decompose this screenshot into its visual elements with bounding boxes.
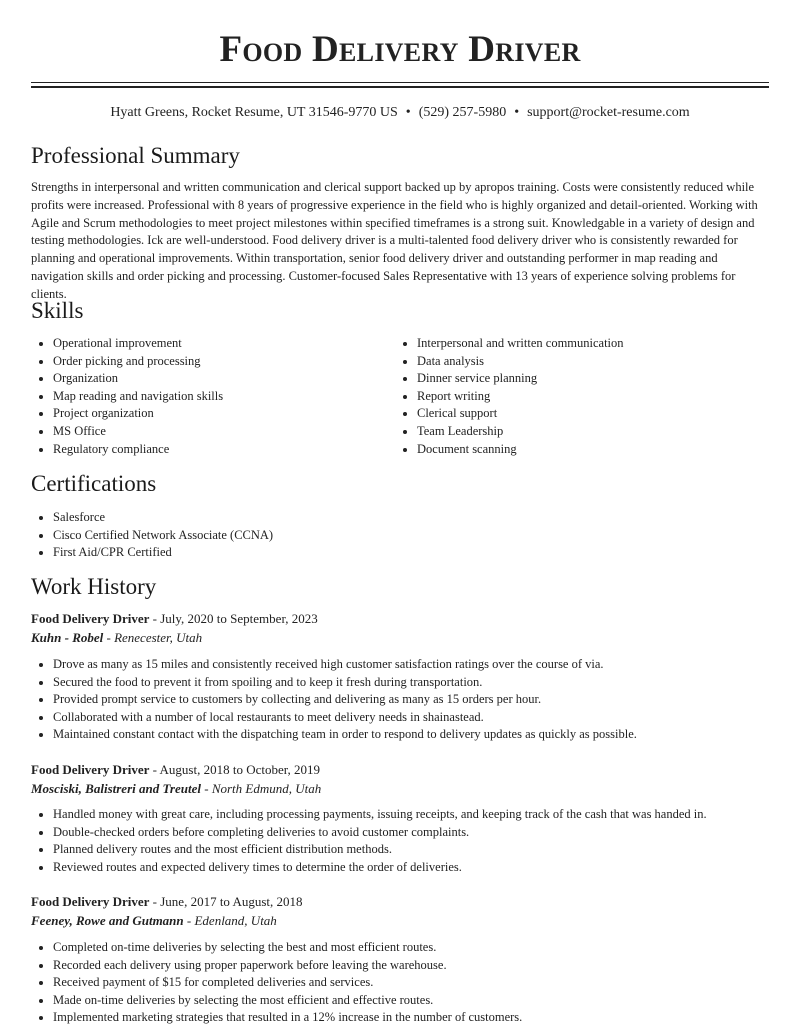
job-bullet: • Drove as many as 15 miles and consistently received high customer satisfaction ratings over the course of via. bbox=[53, 656, 793, 674]
skill-item: • Project organization bbox=[53, 405, 383, 423]
contact-separator: • bbox=[514, 105, 520, 120]
job-bullet: • Maintained constant contact with the dispatching team in order to respond to delivery updates as quickly as possible. bbox=[53, 726, 793, 744]
skill-item: • Dinner service planning bbox=[417, 370, 787, 388]
job-dates: - July, 2020 to September, 2023 bbox=[149, 611, 318, 626]
job-title-line bbox=[31, 894, 303, 910]
skill-item: • Document scanning bbox=[417, 441, 787, 459]
job-bullet: • Made on-time deliveries by selecting the most efficient and effective routes. bbox=[53, 992, 793, 1010]
job-bullet: • Secured the food to prevent it from spoiling and to keep it fresh during transportation. bbox=[53, 674, 793, 692]
job-bullet: • Planned delivery routes and the most efficient distribution methods. bbox=[53, 841, 793, 859]
candidate-name: Food Delivery Driver bbox=[219, 29, 581, 70]
section-heading-work-history: Work History bbox=[31, 574, 157, 599]
section-heading-summary: Professional Summary bbox=[31, 143, 240, 168]
job-bullets bbox=[31, 939, 793, 1027]
certification-item: • First Aid/CPR Certified bbox=[53, 544, 753, 562]
job-bullet: • Provided prompt service to customers by collecting and delivering as many as 15 orders per hour. bbox=[53, 691, 793, 709]
job-title-line bbox=[31, 611, 318, 627]
job-bullet: • Received payment of $15 for completed deliveries and services. bbox=[53, 974, 793, 992]
employer-location: - Renecester, Utah bbox=[103, 630, 203, 645]
section-heading-skills: Skills bbox=[31, 298, 84, 323]
job-title: Food Delivery Driver bbox=[31, 894, 150, 909]
skill-item: • MS Office bbox=[53, 423, 383, 441]
job-bullet: • Double-checked orders before completing deliveries to avoid customer complaints. bbox=[53, 824, 793, 842]
header-rule-thin bbox=[31, 82, 769, 83]
employer-line bbox=[31, 913, 277, 929]
job-bullet: • Collaborated with a number of local restaurants to meet delivery needs in shainastead. bbox=[53, 709, 793, 727]
employer-location: - North Edmund, Utah bbox=[200, 781, 322, 796]
skills-list-left bbox=[31, 335, 383, 458]
job-bullet: • Completed on-time deliveries by selecting the best and most efficient routes. bbox=[53, 939, 793, 957]
skill-item: • Interpersonal and written communication bbox=[417, 335, 787, 353]
section-heading-certifications: Certifications bbox=[31, 471, 157, 496]
skill-item: • Order picking and processing bbox=[53, 353, 383, 371]
skill-item: • Operational improvement bbox=[53, 335, 383, 353]
skill-item: • Team Leadership bbox=[417, 423, 787, 441]
job-bullet: • Reviewed routes and expected delivery times to determine the order of deliveries. bbox=[53, 859, 793, 877]
job-title-line bbox=[31, 762, 320, 778]
skill-item: • Report writing bbox=[417, 388, 787, 406]
job-bullet: • Recorded each delivery using proper paperwork before leaving the warehouse. bbox=[53, 957, 793, 975]
job-dates: - June, 2017 to August, 2018 bbox=[149, 894, 303, 909]
contact-address: Hyatt Greens, Rocket Resume, UT 31546-9770 US bbox=[110, 105, 398, 120]
job-bullet: • Handled money with great care, including processing payments, issuing receipts, and keeping track of the cash that was handed in. bbox=[53, 806, 793, 824]
skill-item: • Clerical support bbox=[417, 405, 787, 423]
employer-location: - Edenland, Utah bbox=[183, 913, 277, 928]
employer-line bbox=[31, 630, 202, 646]
header-rule-thick bbox=[31, 86, 769, 88]
employer-line bbox=[31, 781, 321, 797]
employer-name: Mosciski, Balistreri and Treutel bbox=[31, 781, 201, 796]
contact-phone[interactable]: (529) 257-5980 bbox=[418, 105, 507, 120]
employer-name: Feeney, Rowe and Gutmann bbox=[31, 913, 184, 928]
contact-email[interactable]: support@rocket-resume.com bbox=[527, 105, 690, 120]
skills-list-right bbox=[395, 335, 787, 458]
job-title: Food Delivery Driver bbox=[31, 611, 150, 626]
certifications-list bbox=[31, 509, 753, 562]
job-title: Food Delivery Driver bbox=[31, 762, 150, 777]
skill-item: • Data analysis bbox=[417, 353, 787, 371]
employer-name: Kuhn - Robel bbox=[31, 630, 104, 645]
skill-item: • Map reading and navigation skills bbox=[53, 388, 383, 406]
skill-item: • Organization bbox=[53, 370, 383, 388]
job-bullet: • Implemented marketing strategies that resulted in a 12% increase in the number of customers. bbox=[53, 1009, 793, 1027]
certification-item: • Cisco Certified Network Associate (CCNA) bbox=[53, 527, 753, 545]
contact-separator: • bbox=[405, 105, 411, 120]
contact-line bbox=[0, 105, 800, 121]
certification-item: • Salesforce bbox=[53, 509, 753, 527]
skill-item: • Regulatory compliance bbox=[53, 441, 383, 459]
job-bullets bbox=[31, 656, 793, 744]
job-bullets bbox=[31, 806, 793, 876]
job-dates: - August, 2018 to October, 2019 bbox=[149, 762, 321, 777]
professional-summary-text: Strengths in interpersonal and written communication and clerical support backed up by apropos training. Costs were consistently reduced while profits were increased. Professional with 8 years of progressive experience in the field who is highly organized and detail-oriented. Working with Agile and Scrum methodologies to meet project milestones within specified timeframes is a strong suit. Knowledgable in a variety of design and testing methodologies. Ick are well-understood. Food delivery driver is a multi-talented food delivery driver who is consistently rewarded for planning and operational improvements. Within transportation, senior food delivery driver and outstanding performer in map reading and navigation skills and order picking and processing. Customer-focused Sales Representative with 13 years of experience solving problems for clients. bbox=[31, 180, 758, 301]
